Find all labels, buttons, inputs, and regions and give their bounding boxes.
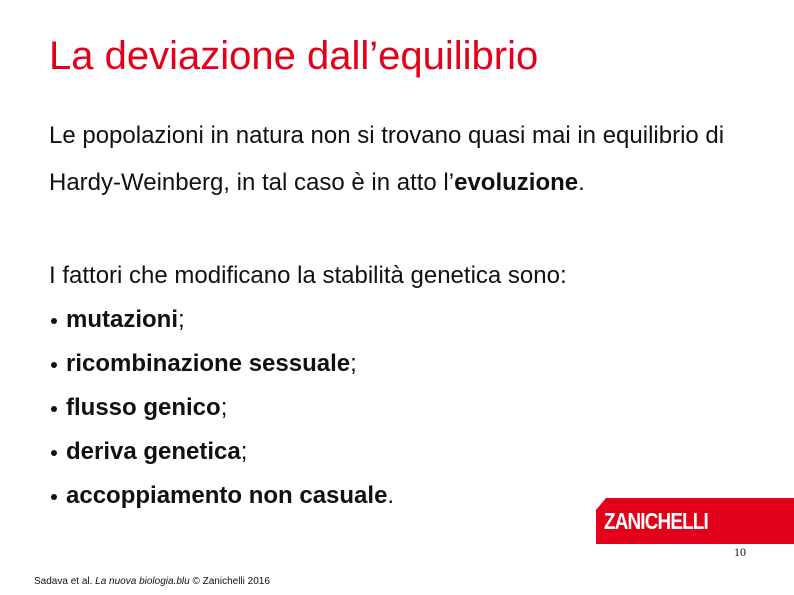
intro-paragraph — [49, 112, 739, 206]
factors-intro: I fattori che modificano la stabilità genetica sono: — [49, 262, 567, 289]
intro-text: Le popolazioni in natura non si trovano quasi mai in equilibrio di Hardy-Weinberg, in tal caso è in atto l’ — [49, 122, 725, 196]
factor-name: accoppiamento non casuale — [66, 482, 388, 509]
factor-punctuation: ; — [178, 306, 185, 333]
bullet-icon — [51, 494, 57, 500]
factor-punctuation: ; — [350, 350, 357, 377]
factor-text — [66, 386, 227, 430]
factor-punctuation: ; — [220, 394, 228, 421]
factor-name: mutazioni — [66, 306, 178, 333]
intro-ending: . — [578, 169, 585, 196]
factor-name: ricombinazione sessuale — [66, 350, 351, 377]
page-number: 10 — [734, 545, 746, 559]
factor-name: flusso genico — [66, 394, 221, 421]
footer-authors: Sadava et al. — [34, 576, 96, 587]
factor-text — [66, 298, 185, 342]
factor-name: deriva genetica — [66, 438, 241, 465]
evolution-term: evoluzione — [454, 169, 579, 196]
footer-book-title: La nuova biologia.blu — [95, 576, 190, 587]
factor-punctuation: . — [387, 482, 395, 509]
factor-text — [66, 430, 247, 474]
bullet-icon — [51, 406, 57, 412]
factor-text — [66, 342, 357, 386]
footer-citation — [34, 576, 270, 588]
slide-title: La deviazione dall’equilibrio — [49, 34, 539, 78]
factor-punctuation: ; — [240, 438, 248, 465]
bullet-icon — [51, 318, 57, 324]
footer-publisher: © Zanichelli 2016 — [189, 576, 270, 587]
zanichelli-logo — [596, 498, 794, 544]
factor-text — [66, 474, 394, 518]
bullet-icon — [51, 362, 57, 368]
logo-text: ZANICHELLI — [604, 508, 708, 534]
bullet-icon — [51, 450, 57, 456]
